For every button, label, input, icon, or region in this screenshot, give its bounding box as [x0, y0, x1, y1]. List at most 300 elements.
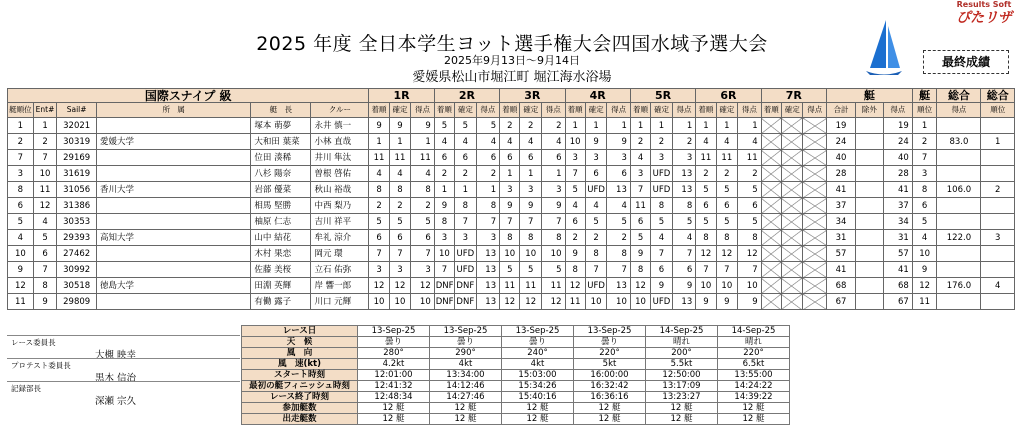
race-points: 1: [607, 118, 631, 134]
race-confirmed: 7: [585, 262, 606, 278]
committee-role: レース委員長: [11, 338, 56, 347]
crew-name: 曽根 啓佑: [311, 166, 369, 182]
skipper-col-header: 艇 長: [251, 103, 311, 118]
affil-col-header: 所 属: [96, 103, 250, 118]
points-col-header: 得点: [411, 103, 435, 118]
total-points: 40: [827, 150, 856, 166]
race-cell-empty: [781, 134, 802, 150]
race-info-label: 参加艇数: [242, 403, 358, 414]
crew-name: 小林 直哉: [311, 134, 369, 150]
entry-number: 2: [33, 134, 57, 150]
finish-col-header: 着順: [434, 103, 454, 118]
race-points: 1: [411, 134, 435, 150]
result-row: [8, 182, 1015, 198]
crew-col-header: クルー: [311, 103, 369, 118]
team-rank: 1: [912, 118, 937, 134]
overall-rank: 2: [981, 182, 1015, 198]
race-info-row: [242, 403, 790, 414]
race-confirmed: 6: [455, 150, 476, 166]
net-score: 19: [883, 118, 912, 134]
race-cell-empty: [803, 294, 827, 310]
race-info-value: 12 艇: [430, 414, 502, 425]
race-finish: 8: [369, 182, 389, 198]
team-rank: 8: [912, 182, 937, 198]
race-finish: 4: [630, 150, 650, 166]
entry-number: 7: [33, 262, 57, 278]
race-finish: 5: [434, 118, 454, 134]
net-score: 40: [883, 150, 912, 166]
overall-rank: [981, 294, 1015, 310]
race-finish: 10: [696, 278, 716, 294]
race-header: 3R: [500, 89, 565, 103]
race-confirmed: 2: [520, 118, 541, 134]
sail-number: 32021: [57, 118, 97, 134]
race-confirmed: 6: [389, 230, 410, 246]
race-info-value: 12:01:00: [358, 370, 430, 381]
team-rank: 12: [912, 278, 937, 294]
team-points: 106.0: [937, 182, 981, 198]
overall-rank: [981, 150, 1015, 166]
race-finish: 9: [369, 118, 389, 134]
race-finish: 10: [369, 294, 389, 310]
sail-number: 29393: [57, 230, 97, 246]
total-points: 28: [827, 166, 856, 182]
net-score: 24: [883, 134, 912, 150]
brand-line2: ぴたリザ: [956, 10, 1012, 26]
race-points: 11: [738, 150, 762, 166]
result-row: [8, 166, 1015, 182]
race-finish: 5: [696, 182, 716, 198]
team-points: [937, 262, 981, 278]
race-points: 11: [411, 150, 435, 166]
race-info-value: 13-Sep-25: [502, 326, 574, 337]
race-points: 9: [607, 134, 631, 150]
results-header-row2: [8, 103, 1015, 118]
race-finish: 2: [696, 166, 716, 182]
race-points: 13: [672, 182, 696, 198]
team-points: [937, 294, 981, 310]
team-points: [937, 214, 981, 230]
race-confirmed: 8: [455, 198, 476, 214]
team-rank: 4: [912, 230, 937, 246]
race-confirmed: 5: [389, 214, 410, 230]
committee-name: 深瀬 宗久: [95, 396, 137, 407]
race-cell-empty: [761, 294, 781, 310]
race-confirmed: 9: [585, 134, 606, 150]
race-info-row: [242, 370, 790, 381]
race-finish: 7: [434, 262, 454, 278]
race-finish: 1: [369, 134, 389, 150]
race-cell-empty: [781, 230, 802, 246]
race-info-value: 220°: [718, 348, 790, 359]
sail-number: 27462: [57, 246, 97, 262]
team-points: [937, 246, 981, 262]
race-finish: 10: [500, 246, 520, 262]
race-points: 2: [411, 198, 435, 214]
race-confirmed: 9: [716, 294, 737, 310]
race-points: 10: [607, 294, 631, 310]
race-finish: 9: [565, 246, 585, 262]
race-points: 4: [541, 134, 565, 150]
race-finish: 3: [565, 150, 585, 166]
race-confirmed: 1: [455, 182, 476, 198]
skipper-name: 相馬 堅勝: [251, 198, 311, 214]
race-points: 3: [476, 230, 500, 246]
team-points-col-header: 得点: [937, 103, 981, 118]
race-confirmed: 1: [716, 118, 737, 134]
race-finish: 8: [696, 230, 716, 246]
race-points: 12: [541, 294, 565, 310]
committee-divider: [7, 381, 240, 382]
race-points: 13: [476, 278, 500, 294]
entry-number: 9: [33, 294, 57, 310]
race-points: 2: [541, 118, 565, 134]
race-confirmed: 2: [651, 134, 672, 150]
confirmed-col-header: 確定: [520, 103, 541, 118]
race-points: 9: [672, 278, 696, 294]
boat-rank: 1: [8, 118, 34, 134]
race-info-value: 15:34:26: [502, 381, 574, 392]
race-finish: 9: [630, 246, 650, 262]
race-cell-empty: [781, 166, 802, 182]
race-confirmed: 8: [585, 246, 606, 262]
skipper-name: 佐藤 美桜: [251, 262, 311, 278]
race-points: 13: [672, 294, 696, 310]
race-points: 4: [607, 198, 631, 214]
race-confirmed: DNF: [455, 278, 476, 294]
skipper-name: 有働 露子: [251, 294, 311, 310]
race-finish: 1: [630, 118, 650, 134]
total-points: 41: [827, 182, 856, 198]
race-points: 13: [607, 278, 631, 294]
race-info-value: 16:36:16: [574, 392, 646, 403]
race-cell-empty: [781, 262, 802, 278]
total-points: 68: [827, 278, 856, 294]
race-points: 13: [476, 262, 500, 278]
race-info-value: 280°: [358, 348, 430, 359]
race-finish: 7: [369, 246, 389, 262]
race-confirmed: DNF: [455, 294, 476, 310]
team-rank: 7: [912, 150, 937, 166]
race-info-value: 13-Sep-25: [358, 326, 430, 337]
race-points: 1: [476, 182, 500, 198]
race-finish: 6: [696, 198, 716, 214]
race-confirmed: 7: [651, 246, 672, 262]
confirmed-col-header: 確定: [585, 103, 606, 118]
race-info-table: [241, 325, 790, 425]
results-header-row1: [8, 89, 1015, 103]
total-points: 34: [827, 214, 856, 230]
race-info-value: 14:39:22: [718, 392, 790, 403]
result-row: [8, 278, 1015, 294]
crew-name: 秋山 裕哉: [311, 182, 369, 198]
race-confirmed: 7: [455, 214, 476, 230]
race-finish: 2: [500, 118, 520, 134]
race-points: 4: [672, 230, 696, 246]
race-points: 4: [411, 166, 435, 182]
race-info-value: 12:50:00: [646, 370, 718, 381]
race-points: 6: [672, 262, 696, 278]
race-points: 13: [476, 294, 500, 310]
race-cell-empty: [761, 278, 781, 294]
race-finish: 3: [500, 182, 520, 198]
race-finish: 6: [434, 150, 454, 166]
race-info-value: 15:03:00: [502, 370, 574, 381]
overall-rank: [981, 246, 1015, 262]
race-finish: 9: [500, 198, 520, 214]
sail-number: 30353: [57, 214, 97, 230]
team-points: 122.0: [937, 230, 981, 246]
race-info-value: 12 艇: [574, 414, 646, 425]
confirmed-col-header: 確定: [651, 103, 672, 118]
race-points: 11: [541, 278, 565, 294]
confirmed-col-header: 確定: [716, 103, 737, 118]
net-score: 28: [883, 166, 912, 182]
excluded-points: [855, 246, 883, 262]
race-confirmed: UFD: [585, 278, 606, 294]
race-points: 8: [541, 230, 565, 246]
race-confirmed: 6: [520, 150, 541, 166]
confirmed-col-header: 確定: [781, 103, 802, 118]
race-confirmed: 5: [585, 214, 606, 230]
race-confirmed: 10: [520, 246, 541, 262]
race-points: 5: [738, 182, 762, 198]
race-points: 9: [738, 294, 762, 310]
skipper-name: 山中 結花: [251, 230, 311, 246]
team-rank: 3: [912, 166, 937, 182]
race-finish: 6: [565, 214, 585, 230]
race-confirmed: 9: [520, 198, 541, 214]
race-info-row: [242, 392, 790, 403]
race-finish: DNF: [434, 294, 454, 310]
race-info-value: 4kt: [502, 359, 574, 370]
race-cell-empty: [781, 182, 802, 198]
race-cell-empty: [803, 182, 827, 198]
race-confirmed: 2: [585, 230, 606, 246]
race-finish: 5: [500, 262, 520, 278]
race-points: 8: [672, 198, 696, 214]
boat-rank: 6: [8, 198, 34, 214]
race-finish: 1: [434, 182, 454, 198]
team-rank: 9: [912, 262, 937, 278]
entry-number: 10: [33, 166, 57, 182]
result-row: [8, 118, 1015, 134]
entry-number: 6: [33, 246, 57, 262]
race-confirmed: 5: [716, 214, 737, 230]
race-points: 7: [672, 246, 696, 262]
race-points: 7: [607, 262, 631, 278]
race-info-value: 曇り: [358, 337, 430, 348]
result-row: [8, 150, 1015, 166]
race-points: 5: [476, 118, 500, 134]
affiliation: [96, 198, 250, 214]
race-cell-empty: [761, 198, 781, 214]
race-confirmed: 8: [651, 198, 672, 214]
team-rank: 6: [912, 198, 937, 214]
race-points: 13: [476, 246, 500, 262]
race-finish: 10: [630, 294, 650, 310]
race-info-value: 12 艇: [502, 414, 574, 425]
race-finish: 2: [630, 134, 650, 150]
finish-col-header: 着順: [696, 103, 716, 118]
race-points: 12: [738, 246, 762, 262]
committee-name: 大槻 映幸: [95, 350, 137, 361]
team-points: 176.0: [937, 278, 981, 294]
race-finish: 6: [500, 150, 520, 166]
race-points: 2: [607, 230, 631, 246]
affiliation: [96, 246, 250, 262]
total-points: 24: [827, 134, 856, 150]
race-finish: 12: [696, 246, 716, 262]
team-points: [937, 166, 981, 182]
excluded-points: [855, 278, 883, 294]
race-confirmed: 7: [520, 214, 541, 230]
race-confirmed: 1: [520, 166, 541, 182]
race-header: 1R: [369, 89, 434, 103]
affiliation: [96, 294, 250, 310]
race-points: 10: [541, 246, 565, 262]
race-info-value: 12:48:34: [358, 392, 430, 403]
sail-number: 30518: [57, 278, 97, 294]
race-info-value: 14:27:46: [430, 392, 502, 403]
team-group-header: 総合: [981, 89, 1015, 103]
race-header: 5R: [630, 89, 695, 103]
race-cell-empty: [761, 246, 781, 262]
sail-number: 31619: [57, 166, 97, 182]
race-finish: 12: [565, 278, 585, 294]
race-confirmed: UFD: [651, 294, 672, 310]
overall-rank: [981, 262, 1015, 278]
race-points: 9: [411, 118, 435, 134]
race-finish: 1: [500, 166, 520, 182]
committee-role: 記録部長: [11, 384, 41, 393]
team-rank-col-header: 順位: [912, 103, 937, 118]
race-info-label: レース日: [242, 326, 358, 337]
race-finish: 7: [565, 166, 585, 182]
result-row: [8, 198, 1015, 214]
net-score: 41: [883, 262, 912, 278]
race-header: 2R: [434, 89, 499, 103]
race-info-value: 240°: [502, 348, 574, 359]
skipper-name: 柚原 仁志: [251, 214, 311, 230]
overall-rank: 4: [981, 278, 1015, 294]
overall-rank: 1: [981, 134, 1015, 150]
race-cell-empty: [803, 230, 827, 246]
race-points: 9: [541, 198, 565, 214]
race-info-row: [242, 337, 790, 348]
points-col-header: 得点: [541, 103, 565, 118]
entry-number: 4: [33, 214, 57, 230]
race-confirmed: 4: [716, 134, 737, 150]
crew-name: 永井 慎一: [311, 118, 369, 134]
race-cell-empty: [803, 134, 827, 150]
committee-role: プロテスト委員長: [11, 361, 71, 370]
race-info-value: 12 艇: [718, 403, 790, 414]
race-finish: 4: [369, 166, 389, 182]
race-cell-empty: [803, 278, 827, 294]
race-confirmed: UFD: [651, 166, 672, 182]
race-info-value: 4kt: [430, 359, 502, 370]
race-points: 6: [607, 166, 631, 182]
race-confirmed: UFD: [585, 182, 606, 198]
finish-col-header: 着順: [369, 103, 389, 118]
affiliation: [96, 118, 250, 134]
points-col-header: 得点: [607, 103, 631, 118]
race-info-label: 天 候: [242, 337, 358, 348]
race-points: 13: [672, 166, 696, 182]
race-finish: 8: [630, 262, 650, 278]
race-finish: 3: [369, 262, 389, 278]
event-venue: 愛媛県松山市堀江町 堀江海水浴場: [412, 70, 612, 85]
race-points: 1: [541, 166, 565, 182]
race-info-row: [242, 414, 790, 425]
sail-number: 30992: [57, 262, 97, 278]
result-row: [8, 246, 1015, 262]
race-confirmed: 5: [716, 182, 737, 198]
crew-name: 中西 梨乃: [311, 198, 369, 214]
score-col-header: 得点: [883, 103, 912, 118]
race-points: 7: [411, 246, 435, 262]
race-confirmed: 10: [716, 278, 737, 294]
race-finish: 8: [565, 262, 585, 278]
excluded-points: [855, 150, 883, 166]
race-confirmed: 5: [455, 118, 476, 134]
affiliation: 高知大学: [96, 230, 250, 246]
team-points: [937, 150, 981, 166]
race-confirmed: 12: [716, 246, 737, 262]
total-col-header: 合計: [827, 103, 856, 118]
crew-name: 牟礼 涼介: [311, 230, 369, 246]
excluded-points: [855, 230, 883, 246]
total-points: 67: [827, 294, 856, 310]
affiliation: 香川大学: [96, 182, 250, 198]
race-info-label: 出走艇数: [242, 414, 358, 425]
race-finish: 11: [500, 278, 520, 294]
race-confirmed: 4: [455, 134, 476, 150]
finish-col-header: 着順: [500, 103, 520, 118]
excluded-points: [855, 182, 883, 198]
excluded-points: [855, 198, 883, 214]
race-confirmed: 3: [455, 230, 476, 246]
race-points: 8: [411, 182, 435, 198]
race-info-value: 12 艇: [430, 403, 502, 414]
affiliation: [96, 262, 250, 278]
race-confirmed: 6: [716, 198, 737, 214]
race-cell-empty: [803, 198, 827, 214]
race-confirmed: 4: [520, 134, 541, 150]
boat-rank: 5: [8, 214, 34, 230]
affiliation: 徳島大学: [96, 278, 250, 294]
race-confirmed: 8: [716, 230, 737, 246]
committee-name: 黒木 信治: [95, 373, 137, 384]
boat-rank: 9: [8, 262, 34, 278]
race-info-row: [242, 326, 790, 337]
race-info-value: 14:12:46: [430, 381, 502, 392]
race-points: 6: [476, 150, 500, 166]
race-finish: 7: [630, 182, 650, 198]
result-row: [8, 134, 1015, 150]
race-cell-empty: [761, 262, 781, 278]
race-confirmed: 2: [455, 166, 476, 182]
skipper-name: 八杉 陽奈: [251, 166, 311, 182]
race-confirmed: 3: [651, 150, 672, 166]
race-confirmed: 7: [389, 246, 410, 262]
race-points: 5: [411, 214, 435, 230]
excluded-points: [855, 262, 883, 278]
race-info-row: [242, 359, 790, 370]
race-finish: 4: [565, 198, 585, 214]
race-cell-empty: [803, 214, 827, 230]
